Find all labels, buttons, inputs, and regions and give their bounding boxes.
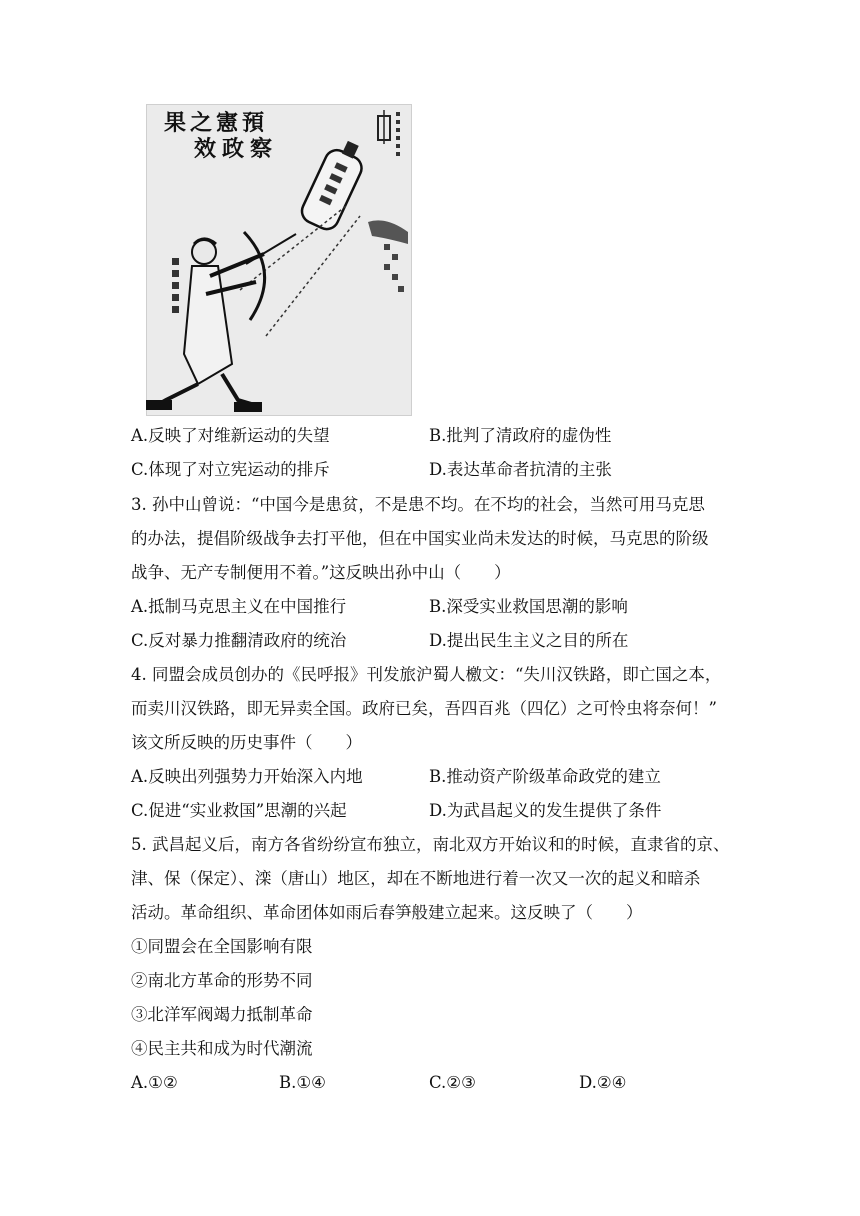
caption-char: 憲 <box>216 110 239 136</box>
caption-char: 果 <box>164 110 187 136</box>
q5-option-d: D.②④ <box>579 1073 627 1092</box>
q3-stem-line: 战争、无产专制便用不着。”这反映出孙中山（ ） <box>131 563 511 582</box>
q4-option-a: A.反映出列强势力开始深入内地 <box>131 767 363 786</box>
political-cartoon-image <box>146 104 412 416</box>
q4-stem-line: 4. 同盟会成员创办的《民呼报》刊发旅沪蜀人檄文：“失川汉铁路，即亡国之本， <box>131 665 722 684</box>
q3-option-c: C.反对暴力推翻清政府的统治 <box>131 631 347 650</box>
q5-option-a: A.①② <box>131 1073 178 1092</box>
q5-item: ①同盟会在全国影响有限 <box>131 937 313 956</box>
q3-stem-line: 的办法，提倡阶级战争去打平他，但在中国实业尚未发达的时候，马克思的阶级 <box>131 529 709 548</box>
caption-char: 之 <box>190 110 213 136</box>
q2-option-c: C.体现了对立宪运动的排斥 <box>131 460 330 479</box>
caption-char: 察 <box>250 136 273 162</box>
q4-option-b: B.推动资产阶级革命政党的建立 <box>429 767 661 786</box>
q5-stem-line: 津、保（保定）、滦（唐山）地区，却在不断地进行着一次又一次的起义和暗杀 <box>131 869 701 888</box>
q4-stem-line: 而卖川汉铁路，即无异卖全国。政府已矣，吾四百兆（四亿）之可怜虫将奈何！” <box>131 699 717 718</box>
q2-option-b: B.批判了清政府的虚伪性 <box>429 426 612 445</box>
caption-char: 政 <box>222 136 245 162</box>
q5-item: ②南北方革命的形势不同 <box>131 971 313 990</box>
q5-item: ③北洋军阀竭力抵制革命 <box>131 1005 313 1024</box>
q4-stem-line: 该文所反映的历史事件（ ） <box>131 733 362 752</box>
caption-char: 預 <box>242 110 265 136</box>
q3-stem-line: 3. 孙中山曾说：“中国今是患贫，不是患不均。在不均的社会，当然可用马克思 <box>131 495 705 514</box>
q4-option-d: D.为武昌起义的发生提供了条件 <box>429 801 662 820</box>
q4-option-c: C.促进“实业救国”思潮的兴起 <box>131 801 347 820</box>
q2-option-a: A.反映了对维新运动的失望 <box>131 426 330 445</box>
q5-option-b: B.①④ <box>279 1073 326 1092</box>
q2-option-d: D.表达革命者抗清的主张 <box>429 460 612 479</box>
q5-option-c: C.②③ <box>429 1073 476 1092</box>
q5-stem-line: 活动。革命组织、革命团体如雨后春笋般建立起来。这反映了（ ） <box>131 903 643 922</box>
q3-option-a: A.抵制马克思主义在中国推行 <box>131 597 347 616</box>
q5-item: ④民主共和成为时代潮流 <box>131 1039 313 1058</box>
q3-option-d: D.提出民生主义之目的所在 <box>429 631 629 650</box>
q5-stem-line: 5. 武昌起义后，南方各省纷纷宣布独立，南北双方开始议和的时候，直隶省的京、 <box>131 835 730 854</box>
q3-option-b: B.深受实业救国思潮的影响 <box>429 597 628 616</box>
caption-char: 效 <box>194 136 217 162</box>
